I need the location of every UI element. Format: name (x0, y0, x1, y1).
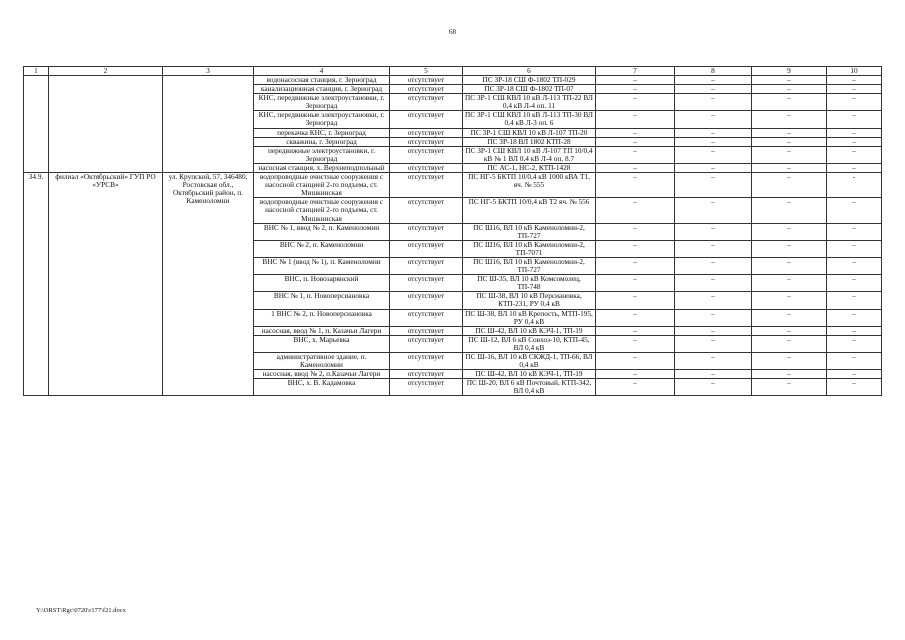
cell-c6: ПС ЗР-18 СШ Ф-1802 ТП-029 (463, 76, 596, 85)
cell-c9: – (752, 292, 827, 309)
cell-c7: – (596, 163, 675, 172)
table-header (24, 67, 882, 76)
cell-c10: – (827, 309, 882, 326)
cell-c7: – (596, 292, 675, 309)
cell-c3-empty (163, 76, 254, 173)
cell-c6: ПС ЗР-18 ВЛ 1802 КТП-28 (463, 137, 596, 146)
cell-c9: – (752, 198, 827, 223)
cell-c8: – (675, 326, 752, 335)
cell-c6: ПС Ш-16, ВЛ 10 кВ СКЖД-1, ТП-66, ВЛ 0,4 кВ (463, 353, 596, 370)
cell-c4: насосная станция, х. Верхнеподпольный (254, 163, 390, 172)
cell-c7: – (596, 309, 675, 326)
column-header: 9 (752, 67, 827, 76)
cell-c5: отсутствует (390, 292, 463, 309)
page-number: 68 (449, 28, 456, 36)
cell-c10: – (827, 379, 882, 396)
cell-c5: отсутствует (390, 146, 463, 163)
cell-c6: ПС НГ-5 БКТП 10/0,4 кВ 1000 кВА Т1, яч. № 555 (463, 173, 596, 198)
cell-c5: отсутствует (390, 240, 463, 257)
cell-c9: – (752, 137, 827, 146)
cell-c8: – (675, 137, 752, 146)
cell-c10: – (827, 137, 882, 146)
cell-c5: отсутствует (390, 335, 463, 352)
cell-c8: – (675, 292, 752, 309)
cell-c6: ПС ЗР-1 СШ КВЛ 10 кВ Л-113 ТП-30 ВЛ 0,4 кВ Л-3 оп. 6 (463, 111, 596, 128)
cell-c10: – (827, 85, 882, 94)
cell-c10: – (827, 240, 882, 257)
cell-c7: – (596, 76, 675, 85)
cell-c10: – (827, 292, 882, 309)
cell-c6: ПС Ш16, ВЛ 10 кВ Каменоломни-2, ТП-727 (463, 223, 596, 240)
cell-c7: – (596, 335, 675, 352)
cell-c5: отсутствует (390, 379, 463, 396)
cell-c5: отсутствует (390, 111, 463, 128)
cell-c10: – (827, 353, 882, 370)
cell-c8: – (675, 257, 752, 274)
cell-c7: – (596, 257, 675, 274)
cell-c6: ПС Ш-38, ВЛ 10 кВ Крепость, МТП-195, РУ 0,4 кВ (463, 309, 596, 326)
cell-c6: ПС Ш16, ВЛ 10 кВ Каменоломни-2, ТП-727 (463, 257, 596, 274)
cell-c4: водопроводные очистные сооружения с насосной станцией 2-го подъема, ст. Мишкинская (254, 173, 390, 198)
cell-c6: ПС Ш-35, ВЛ 10 кВ Комсомолец, ТП-748 (463, 275, 596, 292)
cell-c6: ПС Ш-20, ВЛ 6 кВ Почтовый, КТП-342, ВЛ 0,4 кВ (463, 379, 596, 396)
cell-c4: КНС, передвижные электроустановки, г. Зерноград (254, 94, 390, 111)
cell-c4: ВНС, х. В. Кадамовка (254, 379, 390, 396)
cell-c5: отсутствует (390, 309, 463, 326)
cell-c4: ВНС № 1 (ввод № 1), п. Каменоломни (254, 257, 390, 274)
cell-c10: – (827, 198, 882, 223)
cell-c5: отсутствует (390, 173, 463, 198)
cell-c8: – (675, 275, 752, 292)
cell-c4: ВНС № 1, п. Новоперсиановка (254, 292, 390, 309)
cell-c9: – (752, 257, 827, 274)
cell-c2-empty (49, 76, 163, 173)
cell-c9: – (752, 335, 827, 352)
cell-c9: – (752, 353, 827, 370)
cell-c4: скважина, г. Зерноград (254, 137, 390, 146)
cell-c5: отсутствует (390, 76, 463, 85)
column-header: 1 (24, 67, 49, 76)
cell-c5: отсутствует (390, 94, 463, 111)
cell-c6: ПС ЗР-1 СШ КВЛ 10 кВ Л-107 ТП-20 (463, 128, 596, 137)
cell-c6: ПС Ш16, ВЛ 10 кВ Каменоломни-2, ТП-7071 (463, 240, 596, 257)
cell-c7: – (596, 370, 675, 379)
cell-c9: – (752, 223, 827, 240)
cell-c7: – (596, 198, 675, 223)
cell-c7: – (596, 128, 675, 137)
cell-c10: – (827, 326, 882, 335)
cell-c7: – (596, 173, 675, 198)
group-c1: 34.9. (24, 173, 49, 396)
cell-c8: – (675, 85, 752, 94)
cell-c8: – (675, 353, 752, 370)
cell-c10: – (827, 275, 882, 292)
cell-c10: – (827, 111, 882, 128)
cell-c9: – (752, 240, 827, 257)
cell-c7: – (596, 275, 675, 292)
cell-c10: – (827, 370, 882, 379)
cell-c6: ПС ЗР-1 СШ КВЛ 10 кВ Л-107 ТП 10/0,4 кВ № 1 ВЛ 0,4 кВ Л-4 оп. 8.7 (463, 146, 596, 163)
cell-c5: отсутствует (390, 128, 463, 137)
cell-c4: насосная, ввод № 2, п.Казачьи Лагери (254, 370, 390, 379)
cell-c7: – (596, 240, 675, 257)
cell-c9: – (752, 76, 827, 85)
cell-c8: – (675, 76, 752, 85)
cell-c6: ПС ЗР-1 СШ КВЛ 10 кВ Л-113 ТП-22 ВЛ 0,4 кВ Л-4 оп. 11 (463, 94, 596, 111)
cell-c9: – (752, 275, 827, 292)
cell-c9: – (752, 163, 827, 172)
cell-c4: 1 ВНС № 2, п. Новоперсиановка (254, 309, 390, 326)
cell-c7: – (596, 111, 675, 128)
cell-c4: канализационная станция, г. Зерноград (254, 85, 390, 94)
cell-c10: – (827, 257, 882, 274)
cell-c6: ПС Ш-38, ВЛ 10 кВ Персиановка, КТП-231, РУ 0,4 кВ (463, 292, 596, 309)
cell-c9: – (752, 370, 827, 379)
cell-c9: – (752, 309, 827, 326)
cell-c8: – (675, 223, 752, 240)
column-header: 5 (390, 67, 463, 76)
column-header: 3 (163, 67, 254, 76)
cell-c10: – (827, 128, 882, 137)
cell-c5: отсутствует (390, 163, 463, 172)
cell-c8: – (675, 370, 752, 379)
cell-c8: – (675, 146, 752, 163)
cell-c5: отсутствует (390, 198, 463, 223)
cell-c5: отсутствует (390, 370, 463, 379)
cell-c10: – (827, 223, 882, 240)
cell-c10: – (827, 335, 882, 352)
cell-c7: – (596, 326, 675, 335)
cell-c7: – (596, 146, 675, 163)
cell-c10: – (827, 76, 882, 85)
cell-c9: – (752, 173, 827, 198)
cell-c9: – (752, 111, 827, 128)
column-header: 2 (49, 67, 163, 76)
cell-c4: насосная, ввод № 1, п. Казачьи Лагери (254, 326, 390, 335)
cell-c4: водонасосная станция, г. Зерноград (254, 76, 390, 85)
cell-c6: ПС АС-1, НС-2, КТП-1428 (463, 163, 596, 172)
cell-c4: КНС, передвижные электроустановки, г. Зерноград (254, 111, 390, 128)
cell-c8: – (675, 128, 752, 137)
table-row (24, 173, 882, 198)
group-c3: ул. Крупской, 57, 346480, Ростовская обл., Октябрьский район, п. Каменоломни (163, 173, 254, 396)
cell-c4: ВНС, п. Новозарянский (254, 275, 390, 292)
cell-c7: – (596, 353, 675, 370)
cell-c4: водопроводные очистные сооружения с насосной станцией 2-го подъема, ст. Мишкинская (254, 198, 390, 223)
cell-c10: - (827, 173, 882, 198)
cell-c9: – (752, 128, 827, 137)
cell-c5: отсутствует (390, 326, 463, 335)
cell-c4: перекачка КНС, г. Зерноград (254, 128, 390, 137)
cell-c6: ПС Ш-12, ВЛ 6 кВ Совхоз-10, КТП-45, ВЛ 0,4 кВ (463, 335, 596, 352)
cell-c5: отсутствует (390, 85, 463, 94)
data-table (23, 66, 882, 396)
cell-c4: передвижные электроустановки, г. Зерноград (254, 146, 390, 163)
cell-c9: – (752, 379, 827, 396)
cell-c8: – (675, 198, 752, 223)
cell-c10: – (827, 163, 882, 172)
table-row (24, 76, 882, 85)
column-header: 7 (596, 67, 675, 76)
cell-c7: – (596, 137, 675, 146)
cell-c8: – (675, 379, 752, 396)
cell-c8: – (675, 335, 752, 352)
cell-c4: административное здание, п. Каменоломни (254, 353, 390, 370)
cell-c7: – (596, 223, 675, 240)
column-header: 4 (254, 67, 390, 76)
column-header: 10 (827, 67, 882, 76)
cell-c6: ПС Ш-42, ВЛ 10 кВ КЭЧ-1, ТП-19 (463, 326, 596, 335)
cell-c5: отсутствует (390, 275, 463, 292)
cell-c5: отсутствует (390, 137, 463, 146)
cell-c8: – (675, 309, 752, 326)
cell-c8: – (675, 163, 752, 172)
cell-c6: ПС Ш-42, ВЛ 10 кВ КЭЧ-1, ТП-19 (463, 370, 596, 379)
cell-c10: – (827, 146, 882, 163)
cell-c7: – (596, 379, 675, 396)
cell-c7: – (596, 94, 675, 111)
column-header: 6 (463, 67, 596, 76)
cell-c5: отсутствует (390, 257, 463, 274)
cell-c9: – (752, 326, 827, 335)
cell-c8: – (675, 173, 752, 198)
cell-c9: – (752, 94, 827, 111)
cell-c1-empty (24, 76, 49, 173)
cell-c9: – (752, 146, 827, 163)
cell-c5: отсутствует (390, 353, 463, 370)
cell-c4: ВНС, х. Марьевка (254, 335, 390, 352)
cell-c6: ПС ЗР-18 СШ Ф-1802 ТП-07 (463, 85, 596, 94)
cell-c6: ПС НГ-5 БКТП 10/0,4 кВ Т2 яч. № 556 (463, 198, 596, 223)
cell-c4: ВНС № 1, ввод № 2, п. Каменоломни (254, 223, 390, 240)
footer-path: Y:\ORST\Rgc\0720\r177\f21.docx (36, 607, 126, 614)
cell-c10: – (827, 94, 882, 111)
cell-c9: – (752, 85, 827, 94)
cell-c8: – (675, 111, 752, 128)
cell-c8: – (675, 94, 752, 111)
cell-c5: отсутствует (390, 223, 463, 240)
column-header: 8 (675, 67, 752, 76)
cell-c4: ВНС № 2, п. Каменоломни (254, 240, 390, 257)
group-c2: филиал «Октябрьский» ГУП РО «УРСВ» (49, 173, 163, 396)
cell-c8: – (675, 240, 752, 257)
cell-c7: – (596, 85, 675, 94)
